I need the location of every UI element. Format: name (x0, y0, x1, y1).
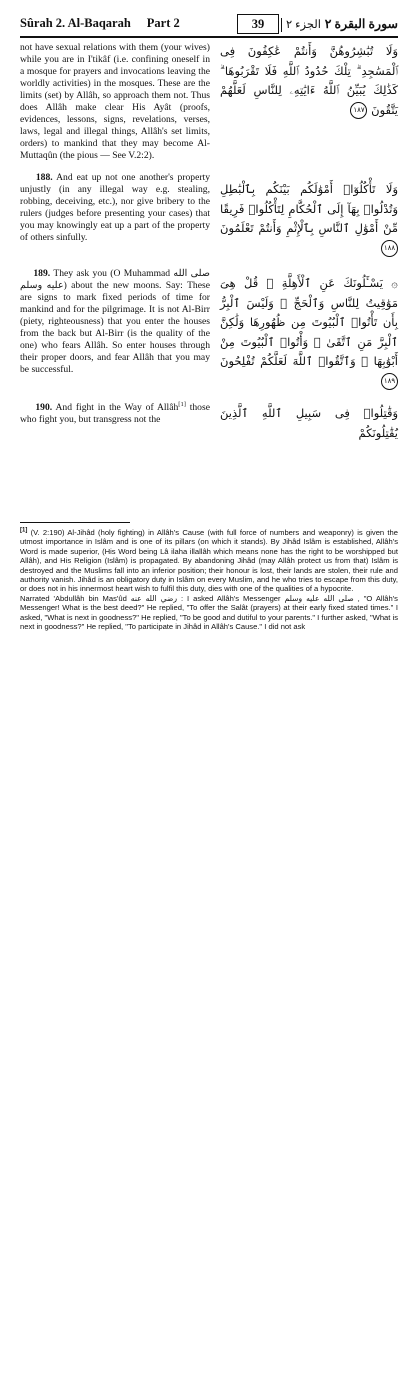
arabic-text-190: وَقَٰتِلُوا۟ فِى سَبِيلِ ٱللَّهِ ٱلَّذِينَ يُقَٰتِلُونَكُمْ (220, 406, 398, 440)
verse-number-190: 190. (35, 402, 53, 413)
quran-page (20, 14, 398, 632)
footnote-reference: [1] (178, 400, 186, 408)
arabic-text-188: وَلَا تَأْكُلُوٓا۟ أَمْوَٰلَكُم بَيْنَكُم بِٱلْبَٰطِلِ وَتُدْلُوا۟ بِهَآ إِلَى ٱلْحُكَّامِ لِتَأْكُلُوا۟ فَرِيقًا مِّنْ أَمْوَٰلِ ٱلنَّاسِ بِٱلْإِثْمِ وَأَنتُمْ تَعْلَمُونَ (220, 182, 398, 235)
arabic-verse-187 (220, 42, 398, 120)
ayah-marker-187: ١٨٧ (350, 102, 367, 119)
passage-188-text: And eat up not one another's property unjustly (in any illegal way e.g. stealing, robbing, deceiving, etc.), nor give bribery to the rulers (judges before presenting your cases) that you may knowingly eat up a part of the property of others sinfully. (20, 172, 211, 243)
arabic-verse-189 (220, 274, 398, 391)
header-part: Part 2 (146, 16, 180, 30)
passage-187-text: not have sexual relations with them (your wives) while you are in I'tikâf (i.e. confining oneself in a mosque for prayers and invocations leaving the worldly activities) in the mosques. These are the limits (set) by Allâh, so approach them not. Thus does Allâh make clear His Ayât (proofs, evidences, lessons, signs, revelations, verses, laws, legal and illegal things, Allâh's set limits, orders) to mankind that they may become Al-Muttaqûn (the pious — See V.2:2). (20, 42, 210, 161)
footnote (20, 528, 398, 631)
arabic-text-187: وَلَا تُبَٰشِرُوهُنَّ وَأَنتُمْ عَٰكِفُونَ فِى ٱلْمَسَٰجِدِ ۗ تِلْكَ حُدُودُ ٱللَّهِ فَلَا تَقْرَبُوهَا ۗ كَذَٰلِكَ يُبَيِّنُ ٱللَّهُ ءَايَٰتِهِۦ لِلنَّاسِ لَعَلَّهُمْ يَتَّقُونَ (220, 44, 398, 117)
verse-number-189: 189. (33, 268, 51, 279)
arabic-text-189: ۞ يَسْـَٔلُونَكَ عَنِ ٱلْأَهِلَّةِ ۖ قُلْ هِىَ مَوَٰقِيتُ لِلنَّاسِ وَٱلْحَجِّ ۗ وَلَيْسَ ٱلْبِرُّ بِأَن تَأْتُوا۟ ٱلْبُيُوتَ مِن ظُهُورِهَا وَلَٰكِنَّ ٱلْبِرَّ مَنِ ٱتَّقَىٰ ۗ وَأْتُوا۟ ٱلْبُيُوتَ مِنْ أَبْوَٰبِهَا ۚ وَٱتَّقُوا۟ ٱللَّهَ لَعَلَّكُمْ تُفْلِحُونَ (220, 276, 398, 368)
page-number: 39 (237, 14, 279, 34)
page-header (20, 14, 398, 38)
header-surah-part (20, 16, 180, 31)
arabic-verse-188 (220, 180, 398, 258)
passage-190-text-cont: those who fight you, but transgress not the (20, 402, 210, 425)
passage-190-text: And fight in the Way of Allâh (55, 402, 179, 413)
header-surah-arabic: سورة البقرة ۲ (324, 17, 398, 31)
footnote-paragraph-1: (V. 2:190) Al-Jihâd (holy fighting) in Allâh's Cause (with full force of numbers and weaponry) is given the utmost importance in Islâm and is one of its pillars (on which it stands). By Jihâd Islâm is established, Allâh's Word is made superior, (His Word being Lâ ilaha illallâh which means none has the right to be worshipped but Allâh), and His Religion (Islâm) is propagated. By abandoning Jihâd (may Allâh protect us from that) Islâm is destroyed and the Muslims fall into an inferior position; their honour is lost, their lands are stolen, their rule and authority vanish. Jihâd is an obligatory duty in Islâm on every Muslim, and he who tries to escape from this duty, or does not in his innermost heart wish to fulfil this duty, dies with one of the qualities of a hypocrite. (20, 528, 398, 594)
verse-number-188: 188. (35, 172, 53, 183)
english-passage-188 (20, 172, 210, 244)
footnote-paragraph-2: Narrated 'Abdullâh bin Mas'ûd رضي الله عنه : I asked Allâh's Messenger صلى الله عليه وسلم , "O Allâh's Messenger! What is the best deed?" He replied, "To offer the Salât (prayers) at their early fixed stated times." I asked, "What is next in goodness?" He replied, "To be good and dutiful to your parents." I further asked, "What is next in goodness?" He replied, "To participate in Jihâd in Allâh's Cause." I did not ask (20, 593, 398, 632)
passage-189-text: They ask you (O Muhammad صلى الله عليه وسلم) about the new moons. Say: These are signs to mark fixed periods of time for mankind and for the pilgrimage. It is not Al-Birr (piety, righteousness) that you enter the houses from the back but Al-Birr (is the quality of the one) who fears Allâh. So enter houses through their proper doors, and fear Allâh that you may be successful. (20, 268, 210, 375)
arabic-verse-190 (220, 404, 398, 443)
footnote-rule (20, 522, 130, 523)
english-passage-189 (20, 268, 210, 376)
header-surah: Sûrah 2. Al-Baqarah (20, 16, 131, 30)
header-divider (281, 18, 282, 32)
footnote-marker: [1] (20, 527, 28, 534)
english-passage-190 (20, 402, 210, 426)
ayah-marker-189: ١٨٩ (381, 373, 398, 390)
header-part-arabic: الجزء ۲ (286, 19, 321, 31)
english-passage-187 (20, 42, 210, 162)
ayah-marker-188: ١٨٨ (381, 240, 398, 257)
